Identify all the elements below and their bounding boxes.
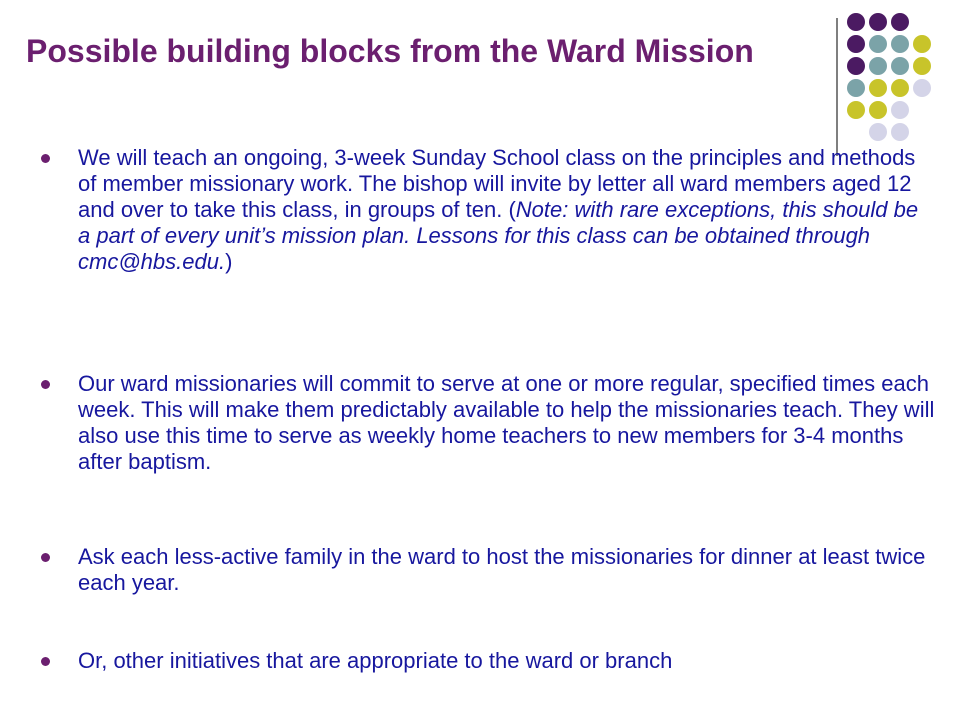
bullet-item-other-initiatives [78, 648, 940, 674]
bullet-text: Or, other initiatives that are appropriate to the ward or branch [78, 648, 673, 673]
bullet-marker [41, 380, 50, 389]
bullet-text: Our ward missionaries will commit to serve at one or more regular, specified times each week. This will make them predictably available to help the missionaries teach. They will also use this time to serve as weekly home teachers to new members for 3-4 months after baptism. [78, 371, 935, 474]
bullet-marker [41, 154, 50, 163]
bullet-marker [41, 657, 50, 666]
bullet-text-tail: ) [225, 249, 233, 274]
bullet-text: Ask each less-active family in the ward to host the missionaries for dinner at least twice each year. [78, 544, 926, 595]
slide-title: Possible building blocks from the Ward Mission [26, 33, 754, 69]
bullet-text: We will teach an ongoing, 3-week Sunday School class on the principles and methods of member missionary work. The bishop will invite by letter all ward members aged 12 and over to take this class, in groups of ten. ( [78, 145, 916, 222]
bullet-marker [41, 553, 50, 562]
bullet-item-ward-missionaries [78, 371, 940, 475]
bullet-item-sunday-school-class [78, 145, 920, 275]
bullet-item-less-active-families [78, 544, 940, 596]
bullet-note: Note: with rare exceptions, this should be a part of every unit’s mission plan. Lessons for this class can be obtained through cmc@hbs.edu. [78, 197, 919, 274]
